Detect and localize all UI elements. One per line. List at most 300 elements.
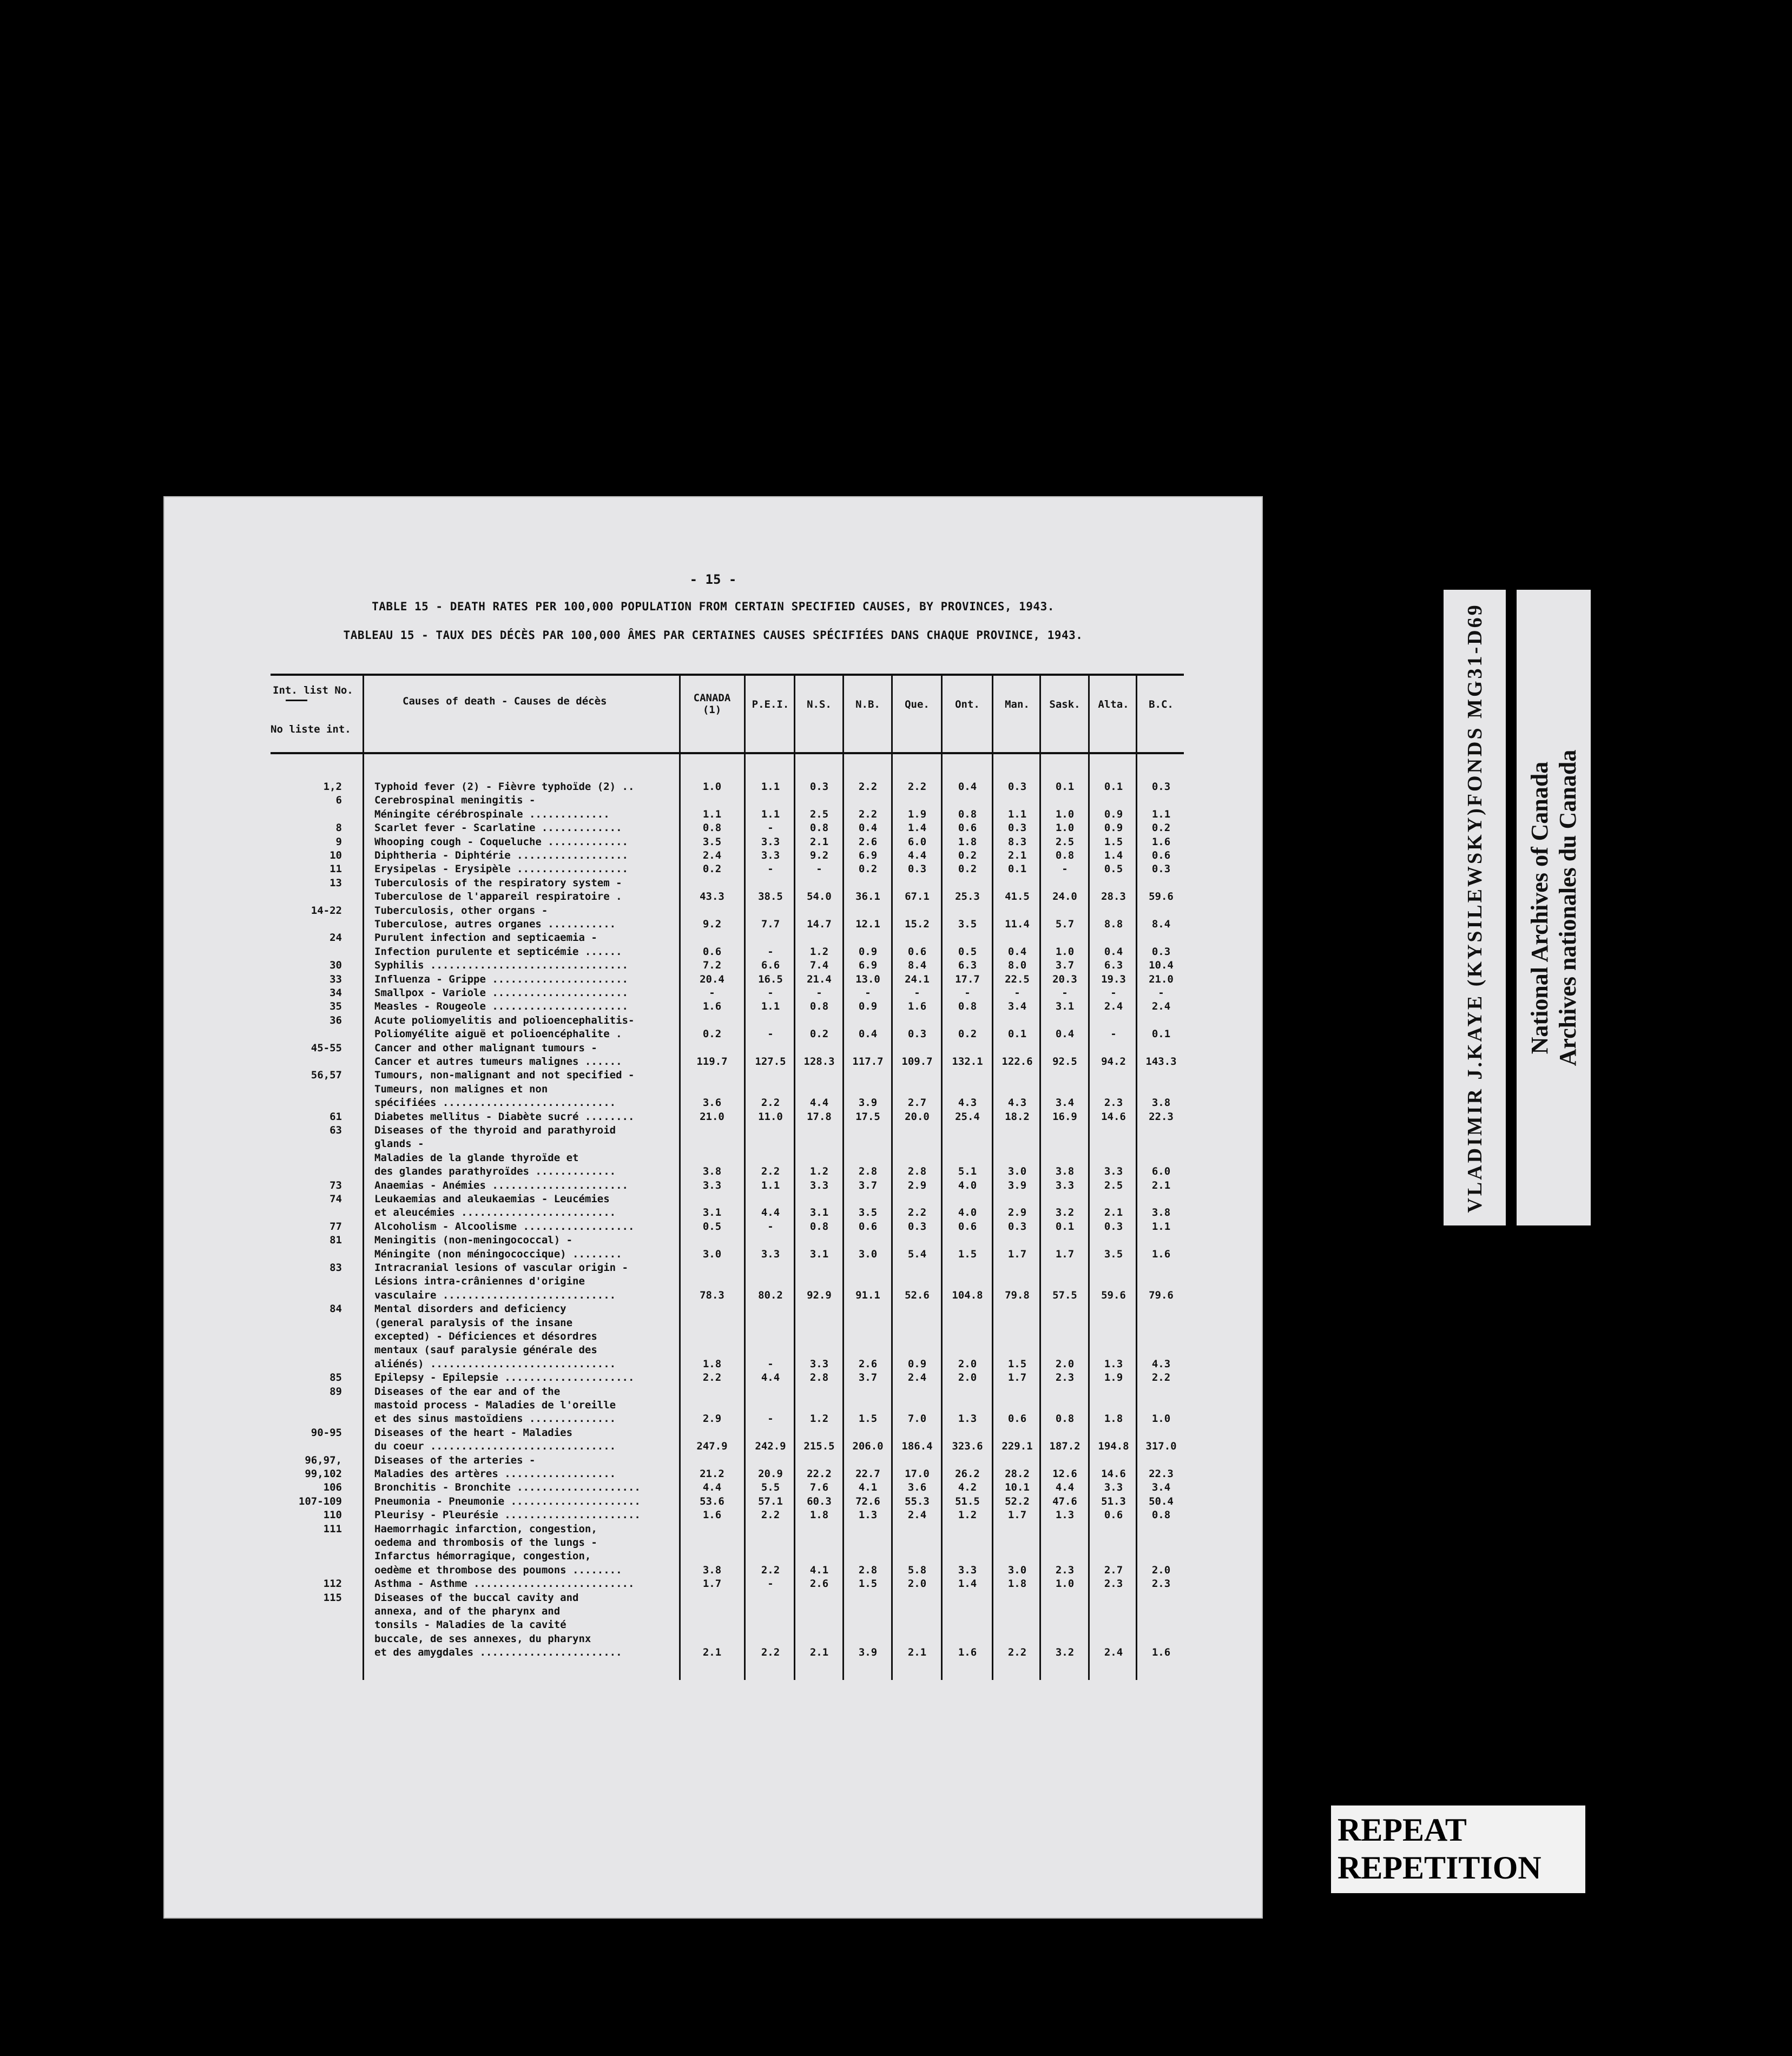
fonds-text: VLADIMIR J.KAYE (KYSILEWSKY)FONDS MG31-D69 xyxy=(1463,602,1486,1213)
rate-value: 7.6 xyxy=(809,1481,829,1494)
rate-value: 2.1 xyxy=(809,1646,829,1659)
rate-value: 1.1 xyxy=(761,1179,780,1191)
rate-value: 3.3 xyxy=(1055,1179,1075,1191)
rate-value: - xyxy=(816,987,822,999)
cause-label: oedème et thrombose des poumons ........ xyxy=(374,1564,622,1576)
rate-value: 0.2 xyxy=(702,1028,722,1040)
header-cause: Causes of death - Causes de décès xyxy=(403,695,607,707)
rate-value: 0.5 xyxy=(958,945,977,958)
rate-value: 6.0 xyxy=(1151,1165,1171,1178)
rate-value: 2.6 xyxy=(858,835,878,848)
rate-value: 2.9 xyxy=(907,1179,927,1191)
cause-label: Epilepsy - Epilepsie ..................... xyxy=(374,1372,635,1384)
rate-value: 17.7 xyxy=(955,973,980,985)
rate-value: 0.2 xyxy=(1151,822,1171,834)
list-number: 9 xyxy=(335,835,342,848)
cause-label: Syphilis ................................ xyxy=(374,959,628,972)
page-number: - 15 - xyxy=(689,572,737,587)
header-column: Que. xyxy=(905,698,930,710)
archives-fr: Archives nationales du Canada xyxy=(1554,749,1581,1066)
rate-value: 92.9 xyxy=(807,1289,832,1301)
rate-value: 3.3 xyxy=(761,849,780,861)
cause-label: Tuberculose, autres organes ........... xyxy=(374,918,616,930)
rate-value: 0.4 xyxy=(858,1028,878,1040)
list-number: 83 xyxy=(330,1262,342,1274)
rate-value: 2.2 xyxy=(761,1097,780,1109)
cause-label: Bronchitis - Bronchite .................... xyxy=(374,1481,641,1494)
header-column: CANADA (1) xyxy=(693,692,731,716)
rate-value: 43.3 xyxy=(700,891,724,903)
rate-value: 2.2 xyxy=(1151,1372,1171,1384)
rate-value: 3.5 xyxy=(702,835,722,848)
cause-label: Pneumonia - Pneumonie ..................... xyxy=(374,1495,641,1507)
list-number: 90-95 xyxy=(311,1426,342,1439)
cause-label: mentaux (sauf paralysie générale des xyxy=(374,1344,597,1356)
rate-value: 28.3 xyxy=(1101,891,1126,903)
rate-value: 215.5 xyxy=(803,1440,835,1453)
cause-label: Alcoholism - Alcoolisme .................. xyxy=(374,1220,635,1233)
death-rates-table xyxy=(271,674,1184,1680)
rate-value: 0.6 xyxy=(1151,849,1171,861)
list-number: 77 xyxy=(330,1220,342,1233)
rate-value: 1.6 xyxy=(958,1646,977,1659)
rate-value: 1.1 xyxy=(761,808,780,820)
cause-label: Haemorrhagic infarction, congestion, xyxy=(374,1523,597,1535)
header-list-no-fr: No liste int. xyxy=(271,723,351,735)
cause-label: Smallpox - Variole ...................... xyxy=(374,987,628,999)
rate-value: 79.6 xyxy=(1149,1289,1174,1301)
rate-value: 8.3 xyxy=(1007,835,1027,848)
rate-value: 51.3 xyxy=(1101,1495,1126,1507)
rate-value: 1.1 xyxy=(1007,808,1027,820)
rate-value: 2.9 xyxy=(702,1413,722,1425)
rate-value: 2.4 xyxy=(1104,1000,1123,1013)
rate-value: 2.3 xyxy=(1055,1564,1075,1576)
rate-value: 2.2 xyxy=(761,1564,780,1576)
list-number: 56,57 xyxy=(311,1069,342,1082)
cause-label: Measles - Rougeole ...................... xyxy=(374,1000,628,1013)
rate-value: 55.3 xyxy=(905,1495,930,1507)
rate-value: 0.8 xyxy=(958,808,977,820)
column-rule xyxy=(679,674,681,1680)
rate-value: 17.5 xyxy=(855,1110,880,1123)
cause-label: Diseases of the arteries - xyxy=(374,1454,536,1466)
rate-value: 3.2 xyxy=(1055,1646,1075,1659)
header-column: Ont. xyxy=(955,698,980,710)
rate-value: 25.3 xyxy=(955,891,980,903)
list-number: 35 xyxy=(330,1000,342,1013)
rate-value: 2.3 xyxy=(1151,1578,1171,1590)
rate-value: 2.7 xyxy=(1104,1564,1123,1576)
header-column: Man. xyxy=(1005,698,1030,710)
rate-value: 59.6 xyxy=(1101,1289,1126,1301)
rate-value: 2.1 xyxy=(1151,1179,1171,1191)
rate-value: 2.4 xyxy=(702,849,722,861)
rate-value: 3.9 xyxy=(1007,1179,1027,1191)
rate-value: 0.1 xyxy=(1055,1220,1075,1233)
rate-value: 2.4 xyxy=(1104,1646,1123,1659)
rate-value: 1.5 xyxy=(1104,835,1123,848)
rate-value: 2.3 xyxy=(1104,1097,1123,1109)
rate-value: 122.6 xyxy=(1002,1056,1033,1067)
rate-value: 3.5 xyxy=(1104,1248,1123,1260)
rate-value: - xyxy=(1110,1028,1117,1040)
cause-label: Acute poliomyelitis and polioencephalitis- xyxy=(374,1014,635,1026)
rate-value: 4.3 xyxy=(1151,1358,1171,1370)
cause-label: Infection purulente et septicémie ...... xyxy=(374,945,622,958)
list-number: 115 xyxy=(323,1591,342,1604)
rate-value: 10.1 xyxy=(1005,1481,1030,1494)
rate-value: - xyxy=(1110,987,1117,999)
rate-value: 2.2 xyxy=(761,1509,780,1521)
rate-value: 4.4 xyxy=(702,1481,722,1494)
rate-value: 22.3 xyxy=(1149,1110,1174,1123)
rate-value: - xyxy=(709,987,715,999)
rate-value: 51.5 xyxy=(955,1495,980,1507)
rate-value: 14.6 xyxy=(1101,1468,1126,1480)
cause-label: Cancer et autres tumeurs malignes ...... xyxy=(374,1056,622,1067)
rate-value: 0.3 xyxy=(1007,822,1027,834)
rate-value: 2.6 xyxy=(809,1578,829,1590)
rate-value: 47.6 xyxy=(1052,1495,1077,1507)
archives-en: National Archives of Canada xyxy=(1526,761,1553,1054)
rate-value: 3.3 xyxy=(702,1179,722,1191)
header-column: N.B. xyxy=(855,698,880,710)
rate-value: 13.0 xyxy=(855,973,880,985)
list-number: 11 xyxy=(330,863,342,875)
list-number: 85 xyxy=(330,1372,342,1384)
rate-value: 317.0 xyxy=(1145,1440,1177,1453)
rate-value: 1.3 xyxy=(958,1413,977,1425)
rate-value: 20.3 xyxy=(1052,973,1077,985)
rate-value: 1.7 xyxy=(702,1578,722,1590)
cause-label: glands - xyxy=(374,1138,424,1150)
rate-value: 4.4 xyxy=(907,849,927,861)
rate-value: 229.1 xyxy=(1002,1440,1033,1453)
cause-label: Scarlet fever - Scarlatine ............. xyxy=(374,822,622,834)
cause-label: Leukaemias and aleukaemias - Leucémies xyxy=(374,1193,610,1205)
rate-value: 1.7 xyxy=(1055,1248,1075,1260)
rate-value: 54.0 xyxy=(807,891,832,903)
rate-value: 1.0 xyxy=(1055,945,1075,958)
rate-value: 2.1 xyxy=(809,835,829,848)
list-number: 73 xyxy=(330,1179,342,1191)
rate-value: 2.2 xyxy=(702,1372,722,1384)
rate-value: 20.9 xyxy=(758,1468,783,1480)
rate-value: 0.1 xyxy=(1104,781,1123,793)
header-column: Alta. xyxy=(1098,698,1129,710)
rate-value: 1.4 xyxy=(907,822,927,834)
rate-value: 72.6 xyxy=(855,1495,880,1507)
rate-value: 1.2 xyxy=(958,1509,977,1521)
rate-value: 2.8 xyxy=(907,1165,927,1178)
list-number: 89 xyxy=(330,1385,342,1398)
rate-value: 25.4 xyxy=(955,1110,980,1123)
rate-value: 6.6 xyxy=(761,959,780,972)
cause-label: Méningite (non méningococcique) ........ xyxy=(374,1248,622,1260)
rate-value: 127.5 xyxy=(755,1056,786,1067)
rate-value: 3.0 xyxy=(1007,1564,1027,1576)
rate-value: 24.1 xyxy=(905,973,930,985)
rate-value: 323.6 xyxy=(952,1440,983,1453)
cause-label: excepted) - Déficiences et désordres xyxy=(374,1330,597,1342)
rate-value: 20.4 xyxy=(700,973,724,985)
rate-value: 10.4 xyxy=(1149,959,1174,972)
rate-value: 11.0 xyxy=(758,1110,783,1123)
cause-label: du coeur .............................. xyxy=(374,1440,616,1453)
rate-value: 3.3 xyxy=(809,1358,829,1370)
rate-value: 21.4 xyxy=(807,973,832,985)
rate-value: 0.9 xyxy=(907,1358,927,1370)
rate-value: 0.3 xyxy=(1151,863,1171,875)
cause-label: Tuberculosis, other organs - xyxy=(374,904,548,917)
rate-value: 4.1 xyxy=(858,1481,878,1494)
rate-value: 0.8 xyxy=(1055,1413,1075,1425)
rate-value: 1.1 xyxy=(761,781,780,793)
list-number: 13 xyxy=(330,877,342,889)
column-rule xyxy=(992,674,993,1680)
rate-value: 0.6 xyxy=(958,1220,977,1233)
rate-value: - xyxy=(1062,863,1068,875)
rate-value: 22.5 xyxy=(1005,973,1030,985)
column-rule xyxy=(891,674,893,1680)
list-number: 63 xyxy=(330,1124,342,1136)
rate-value: 3.0 xyxy=(1007,1165,1027,1178)
rate-value: 59.6 xyxy=(1149,891,1174,903)
rate-value: 3.1 xyxy=(702,1207,722,1219)
rate-value: 0.4 xyxy=(1055,1028,1075,1040)
rate-value: 2.0 xyxy=(1055,1358,1075,1370)
rate-value: 22.7 xyxy=(855,1468,880,1480)
rate-value: 0.3 xyxy=(907,1220,927,1233)
rate-value: 3.1 xyxy=(809,1207,829,1219)
cause-label: Cerebrospinal meningitis - xyxy=(374,794,536,807)
list-number: 74 xyxy=(330,1193,342,1205)
rate-value: 0.1 xyxy=(1055,781,1075,793)
rate-value: 79.8 xyxy=(1005,1289,1030,1301)
cause-label: Tuberculose de l'appareil respiratoire . xyxy=(374,891,622,903)
cause-label: Méningite cérébrospinale ............. xyxy=(374,808,610,820)
list-number: 8 xyxy=(335,822,342,834)
rate-value: - xyxy=(914,987,920,999)
list-number: 14-22 xyxy=(311,904,342,917)
rate-value: 1.6 xyxy=(702,1000,722,1013)
rate-value: 3.4 xyxy=(1055,1097,1075,1109)
column-rule xyxy=(1088,674,1090,1680)
rate-value: 3.8 xyxy=(1055,1165,1075,1178)
rate-value: 2.5 xyxy=(1104,1179,1123,1191)
rate-value: 247.9 xyxy=(696,1440,728,1453)
cause-label: Infarctus hémorragique, congestion, xyxy=(374,1550,591,1563)
rate-value: 3.3 xyxy=(761,835,780,848)
rate-value: 187.2 xyxy=(1049,1440,1081,1453)
rate-value: 7.2 xyxy=(702,959,722,972)
rate-value: 21.0 xyxy=(700,1110,724,1123)
repeat-line-2: REPETITION xyxy=(1338,1850,1541,1886)
list-number: 112 xyxy=(323,1578,342,1590)
rate-value: - xyxy=(1014,987,1020,999)
column-rule xyxy=(744,674,746,1680)
cause-label: Cancer and other malignant tumours - xyxy=(374,1042,597,1054)
header-column: Sask. xyxy=(1049,698,1081,710)
list-number: 111 xyxy=(323,1523,342,1535)
list-number: 45-55 xyxy=(311,1042,342,1054)
rate-value: 3.8 xyxy=(1151,1207,1171,1219)
rate-value: - xyxy=(767,1578,774,1590)
rate-value: 4.3 xyxy=(1007,1097,1027,1109)
rate-value: 1.5 xyxy=(858,1578,878,1590)
rate-value: 2.4 xyxy=(907,1509,927,1521)
list-number: 10 xyxy=(330,849,342,861)
rate-value: 4.3 xyxy=(958,1097,977,1109)
rate-value: 0.8 xyxy=(809,822,829,834)
rate-value: 1.3 xyxy=(1055,1509,1075,1521)
rate-value: 132.1 xyxy=(952,1056,983,1067)
rate-value: 2.3 xyxy=(1055,1372,1075,1384)
rate-value: 2.1 xyxy=(1007,849,1027,861)
list-number: 1,2 xyxy=(323,781,342,793)
rate-value: 18.2 xyxy=(1005,1110,1030,1123)
cause-label: Tuberculosis of the respiratory system - xyxy=(374,877,622,889)
rate-value: 0.6 xyxy=(907,945,927,958)
repeat-stamp xyxy=(1331,1805,1585,1893)
rate-value: 2.2 xyxy=(907,1207,927,1219)
rate-value: 0.5 xyxy=(1104,863,1123,875)
rate-value: - xyxy=(1062,987,1068,999)
rate-value: 3.1 xyxy=(1055,1000,1075,1013)
rate-value: 0.6 xyxy=(858,1220,878,1233)
cause-label: Maladies de la glande thyroïde et xyxy=(374,1151,579,1164)
rate-value: 0.3 xyxy=(1007,781,1027,793)
rate-value: 3.6 xyxy=(702,1097,722,1109)
rate-value: 2.0 xyxy=(907,1578,927,1590)
rate-value: 1.9 xyxy=(1104,1372,1123,1384)
list-number: 6 xyxy=(335,794,342,807)
rate-value: 3.7 xyxy=(1055,959,1075,972)
cause-label: Mental disorders and deficiency xyxy=(374,1303,566,1315)
rate-value: 2.0 xyxy=(958,1358,977,1370)
cause-label: Poliomyélite aiguë et polioencéphalite . xyxy=(374,1028,622,1040)
rate-value: 7.4 xyxy=(809,959,829,972)
rate-value: 2.3 xyxy=(1104,1578,1123,1590)
rate-value: 3.1 xyxy=(809,1248,829,1260)
archives-text xyxy=(1526,749,1582,1066)
repeat-line-1: REPEAT xyxy=(1338,1812,1467,1848)
rate-value: 17.8 xyxy=(807,1110,832,1123)
header-column: N.S. xyxy=(807,698,832,710)
rate-value: - xyxy=(1158,987,1164,999)
rate-value: 3.5 xyxy=(858,1207,878,1219)
table-header-rule xyxy=(271,752,1184,754)
header-list-no-dash xyxy=(286,700,307,701)
rate-value: 2.2 xyxy=(907,781,927,793)
rate-value: - xyxy=(767,863,774,875)
cause-label: et des amygdales ....................... xyxy=(374,1646,622,1659)
rate-value: 1.1 xyxy=(1151,808,1171,820)
cause-label: Pleurisy - Pleurésie ...................... xyxy=(374,1509,641,1521)
cause-label: Diseases of the buccal cavity and xyxy=(374,1591,579,1604)
rate-value: 1.1 xyxy=(1151,1220,1171,1233)
rate-value: 0.8 xyxy=(958,1000,977,1013)
rate-value: 109.7 xyxy=(901,1056,933,1067)
rate-value: 2.0 xyxy=(958,1372,977,1384)
rate-value: 1.6 xyxy=(907,1000,927,1013)
rate-value: 0.8 xyxy=(702,822,722,834)
rate-value: 3.7 xyxy=(858,1179,878,1191)
rate-value: 50.4 xyxy=(1149,1495,1174,1507)
rate-value: 0.2 xyxy=(858,863,878,875)
rate-value: 2.2 xyxy=(1007,1646,1027,1659)
rate-value: 4.0 xyxy=(958,1207,977,1219)
rate-value: 4.4 xyxy=(761,1207,780,1219)
rate-value: 2.2 xyxy=(761,1165,780,1178)
rate-value: 38.5 xyxy=(758,891,783,903)
list-number: 84 xyxy=(330,1303,342,1315)
rate-value: 0.3 xyxy=(809,781,829,793)
rate-value: 0.9 xyxy=(858,1000,878,1013)
rate-value: - xyxy=(767,822,774,834)
rate-value: 78.3 xyxy=(700,1289,724,1301)
cause-label: et des sinus mastoïdiens .............. xyxy=(374,1413,616,1425)
rate-value: 8.4 xyxy=(1151,918,1171,930)
cause-label: Maladies des artères .................. xyxy=(374,1468,616,1480)
rate-value: 19.3 xyxy=(1101,973,1126,985)
cause-label: Whooping cough - Coqueluche ............. xyxy=(374,835,628,848)
rate-value: 2.0 xyxy=(1151,1564,1171,1576)
rate-value: 3.3 xyxy=(1104,1481,1123,1494)
rate-value: 14.6 xyxy=(1101,1110,1126,1123)
rate-value: 186.4 xyxy=(901,1440,933,1453)
rate-value: 3.8 xyxy=(702,1564,722,1576)
rate-value: 5.7 xyxy=(1055,918,1075,930)
rate-value: 1.8 xyxy=(958,835,977,848)
rate-value: 7.7 xyxy=(761,918,780,930)
rate-value: 3.4 xyxy=(1007,1000,1027,1013)
rate-value: 0.8 xyxy=(809,1220,829,1233)
rate-value: 0.3 xyxy=(1104,1220,1123,1233)
rate-value: 0.5 xyxy=(702,1220,722,1233)
rate-value: 1.3 xyxy=(858,1509,878,1521)
rate-value: 194.8 xyxy=(1098,1440,1129,1453)
rate-value: 16.5 xyxy=(758,973,783,985)
rate-value: 4.2 xyxy=(958,1481,977,1494)
rate-value: 60.3 xyxy=(807,1495,832,1507)
rate-value: 22.2 xyxy=(807,1468,832,1480)
rate-value: 12.6 xyxy=(1052,1468,1077,1480)
rate-value: 0.2 xyxy=(702,863,722,875)
rate-value: 1.7 xyxy=(1007,1372,1027,1384)
rate-value: 52.6 xyxy=(905,1289,930,1301)
rate-value: 6.9 xyxy=(858,959,878,972)
list-number: 99,102 xyxy=(305,1468,342,1480)
rate-value: - xyxy=(816,863,822,875)
rate-value: 22.3 xyxy=(1149,1468,1174,1480)
rate-value: 1.0 xyxy=(1151,1413,1171,1425)
rate-value: 2.8 xyxy=(858,1165,878,1178)
list-number: 110 xyxy=(323,1509,342,1521)
rate-value: 2.5 xyxy=(1055,835,1075,848)
rate-value: 3.0 xyxy=(702,1248,722,1260)
rate-value: 0.2 xyxy=(958,1028,977,1040)
cause-label: spécifiées ............................ xyxy=(374,1097,616,1109)
rate-value: 2.1 xyxy=(702,1646,722,1659)
rate-value: 2.4 xyxy=(1151,1000,1171,1013)
rate-value: 8.4 xyxy=(907,959,927,972)
list-number: 81 xyxy=(330,1234,342,1247)
rate-value: 6.3 xyxy=(1104,959,1123,972)
rate-value: 0.3 xyxy=(1007,1220,1027,1233)
rate-value: 6.0 xyxy=(907,835,927,848)
